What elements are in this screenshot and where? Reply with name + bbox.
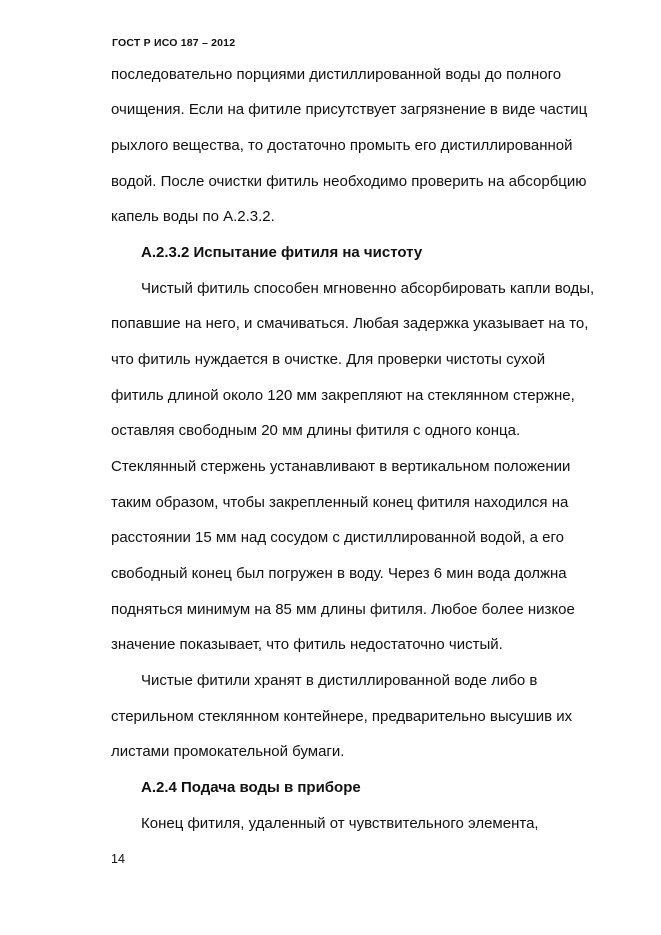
text-line: расстоянии 15 мм над сосудом с дистиллированной водой, а его [111,529,565,546]
section-heading-a232: А.2.3.2 Испытание фитиля на чистоту [141,244,423,261]
text-line: очищения. Если на фитиле присутствует загрязнение в виде частиц [111,101,588,118]
text-line: капель воды по А.2.3.2. [111,208,275,225]
page-number: 14 [111,852,125,866]
page-header-doc-code: ГОСТ Р ИСО 187 – 2012 [112,37,236,49]
text-line: попавшие на него, и смачиваться. Любая задержка указывает на то, [111,315,589,332]
text-line: значение показывает, что фитиль недостаточно чистый. [111,636,503,653]
text-line: Конец фитиля, удаленный от чувствительного элемента, [141,815,539,832]
text-line: рыхлого вещества, то достаточно промыть его дистиллированной [111,137,573,154]
text-line: оставляя свободным 20 мм длины фитиля с одного конца. [111,422,521,439]
text-line: свободный конец был погружен в воду. Через 6 мин вода должна [111,565,567,582]
text-line: таким образом, чтобы закрепленный конец фитиля находился на [111,494,569,511]
text-line: фитиль длиной около 120 мм закрепляют на стеклянном стержне, [111,387,575,404]
text-line: стерильном стеклянном контейнере, предварительно высушив их [111,708,573,725]
text-line: Стеклянный стержень устанавливают в вертикальном положении [111,458,571,475]
text-line: Чистые фитили хранят в дистиллированной воде либо в [141,672,538,689]
section-heading-a24: А.2.4 Подача воды в приборе [141,779,361,796]
text-line: Чистый фитиль способен мгновенно абсорбировать капли воды, [141,280,595,297]
text-line: водой. После очистки фитиль необходимо проверить на абсорбцию [111,173,587,190]
text-line: что фитиль нуждается в очистке. Для проверки чистоты сухой [111,351,546,368]
text-line: последовательно порциями дистиллированной воды до полного [111,66,562,83]
text-line: листами промокательной бумаги. [111,743,345,760]
text-line: подняться минимум на 85 мм длины фитиля. Любое более низкое [111,601,575,618]
